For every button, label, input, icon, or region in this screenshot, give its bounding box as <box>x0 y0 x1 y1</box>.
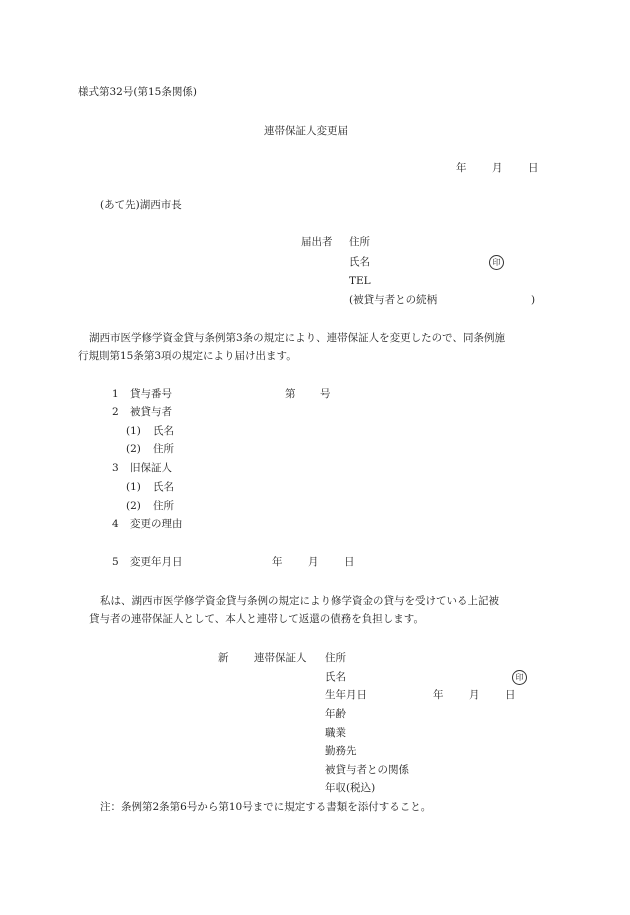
guarantor-workplace-label: 勤務先 <box>325 745 357 757</box>
item-5-month: 月 <box>308 556 319 568</box>
applicant-name-label: 氏名 <box>349 256 370 268</box>
item-3-sub-2-number: (2) <box>126 500 141 512</box>
item-5-day: 日 <box>344 556 355 568</box>
guarantor-birth-month: 月 <box>469 689 480 701</box>
item-5-year: 年 <box>272 556 283 568</box>
item-3-number: 3 <box>112 462 119 474</box>
guarantor-birth-year: 年 <box>433 689 444 701</box>
guarantor-income-label: 年収(税込) <box>325 782 376 794</box>
form-number: 様式第32号(第15条関係) <box>78 86 197 98</box>
item-1-label: 貸与番号 <box>130 388 172 400</box>
item-4-label: 変更の理由 <box>130 518 183 530</box>
item-1-go: 号 <box>320 388 331 400</box>
pledge-line-1: 私は、湖西市医学修学資金貸与条例の規定により修学資金の貸与を受けている上記被 <box>100 595 499 607</box>
guarantor-relation-label: 被貸与者との関係 <box>325 764 409 776</box>
item-2-sub-2-number: (2) <box>126 443 141 455</box>
date-month-label: 月 <box>492 162 503 174</box>
guarantor-name-label: 氏名 <box>325 671 346 683</box>
attachment-note: 注：条例第2条第6号から第10号までに規定する書類を添付すること。 <box>100 801 432 813</box>
item-3-label: 旧保証人 <box>130 462 172 474</box>
item-3-sub-1-label: 氏名 <box>153 481 174 493</box>
addressee: (あて先)湖西市長 <box>100 199 182 211</box>
applicant-address-label: 住所 <box>349 236 370 248</box>
item-5-number: 5 <box>112 556 119 568</box>
guarantor-birthdate-label: 生年月日 <box>325 689 367 701</box>
new-guarantor-new: 新 <box>218 652 229 664</box>
document-title: 連帯保証人変更届 <box>264 125 348 137</box>
item-2-sub-1-label: 氏名 <box>153 425 174 437</box>
applicant-seal-mark: 印 <box>489 255 504 270</box>
date-year-label: 年 <box>456 162 467 174</box>
applicant-tel-label: TEL <box>349 275 371 287</box>
date-day-label: 日 <box>528 162 539 174</box>
item-2-sub-2-label: 住所 <box>153 443 174 455</box>
pledge-line-2: 貸与者の連帯保証人として、本人と連帯して返還の債務を負担します。 <box>89 613 424 625</box>
new-guarantor-label: 連帯保証人 <box>254 652 307 664</box>
applicant-relation-close: ) <box>531 294 536 306</box>
guarantor-address-label: 住所 <box>325 652 346 664</box>
guarantor-age-label: 年齢 <box>325 708 346 720</box>
item-2-label: 被貸与者 <box>130 406 172 418</box>
item-2-number: 2 <box>112 406 119 418</box>
guarantor-occupation-label: 職業 <box>325 727 346 739</box>
guarantor-seal-mark: 印 <box>512 670 527 685</box>
item-1-dai: 第 <box>285 388 296 400</box>
item-3-sub-1-number: (1) <box>126 481 141 493</box>
statement-line-1: 湖西市医学修学資金貸与条例第3条の規定により、連帯保証人を変更したので、同条例施 <box>89 332 505 344</box>
item-5-label: 変更年月日 <box>130 556 183 568</box>
item-1-number: 1 <box>112 388 119 400</box>
statement-line-2: 行規則第15条第3項の規定により届け出ます。 <box>78 350 297 362</box>
applicant-relation-label: (被貸与者との続柄 <box>349 294 438 306</box>
guarantor-birth-day: 日 <box>505 689 516 701</box>
item-2-sub-1-number: (1) <box>126 425 141 437</box>
applicant-label: 届出者 <box>301 236 333 248</box>
item-3-sub-2-label: 住所 <box>153 500 174 512</box>
item-4-number: 4 <box>112 518 119 530</box>
